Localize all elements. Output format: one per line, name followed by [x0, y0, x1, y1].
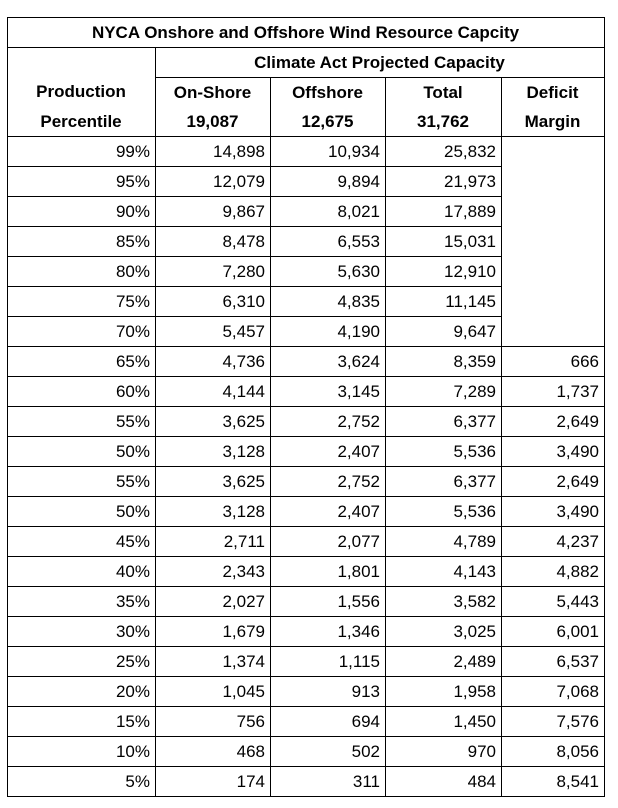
total-cell: 9,647 — [386, 317, 502, 347]
onshore-cell: 9,867 — [156, 197, 271, 227]
table-row — [8, 377, 605, 407]
offshore-cell: 502 — [271, 737, 386, 767]
offshore-cell: 8,021 — [271, 197, 386, 227]
percentile-cell: 35% — [8, 587, 156, 617]
onshore-cell: 3,128 — [156, 497, 271, 527]
total-cell: 11,145 — [386, 287, 502, 317]
onshore-cell: 468 — [156, 737, 271, 767]
total-cell: 6,377 — [386, 407, 502, 437]
table-row — [8, 707, 605, 737]
title-row — [8, 18, 605, 48]
offshore-cell: 694 — [271, 707, 386, 737]
onshore-cell: 4,144 — [156, 377, 271, 407]
percentile-cell: 99% — [8, 137, 156, 167]
table-row — [8, 557, 605, 587]
offshore-cell: 311 — [271, 767, 386, 797]
header-row-1 — [8, 78, 605, 108]
table-row — [8, 467, 605, 497]
percentile-cell: 45% — [8, 527, 156, 557]
percentile-cell: 10% — [8, 737, 156, 767]
onshore-cell: 5,457 — [156, 317, 271, 347]
total-cell: 2,489 — [386, 647, 502, 677]
percentile-cell: 40% — [8, 557, 156, 587]
deficit-cell: 7,068 — [502, 677, 605, 707]
table-row — [8, 347, 605, 377]
deficit-cell: 666 — [502, 347, 605, 377]
total-header: Total — [386, 78, 502, 108]
table-row — [8, 647, 605, 677]
onshore-cell: 4,736 — [156, 347, 271, 377]
table-row — [8, 617, 605, 647]
deficit-cell: 5,443 — [502, 587, 605, 617]
offshore-cell: 4,190 — [271, 317, 386, 347]
total-cell: 17,889 — [386, 197, 502, 227]
offshore-cell: 2,407 — [271, 437, 386, 467]
deficit-header: Deficit — [502, 78, 605, 108]
total-cell: 5,536 — [386, 437, 502, 467]
offshore-capacity: 12,675 — [271, 107, 386, 137]
onshore-cell: 3,625 — [156, 407, 271, 437]
table-row — [8, 737, 605, 767]
offshore-cell: 3,145 — [271, 377, 386, 407]
offshore-cell: 913 — [271, 677, 386, 707]
percentile-header-spacer — [8, 48, 156, 78]
deficit-cell: 8,541 — [502, 767, 605, 797]
total-cell: 6,377 — [386, 467, 502, 497]
deficit-cell: 2,649 — [502, 467, 605, 497]
percentile-header: Production — [8, 78, 156, 108]
offshore-cell: 10,934 — [271, 137, 386, 167]
total-cell: 1,450 — [386, 707, 502, 737]
percentile-header-2: Percentile — [8, 107, 156, 137]
total-cell: 21,973 — [386, 167, 502, 197]
deficit-header-2: Margin — [502, 107, 605, 137]
total-cell: 3,582 — [386, 587, 502, 617]
table-row — [8, 587, 605, 617]
percentile-cell: 55% — [8, 407, 156, 437]
offshore-cell: 2,407 — [271, 497, 386, 527]
offshore-cell: 1,556 — [271, 587, 386, 617]
offshore-cell: 2,077 — [271, 527, 386, 557]
table-row — [8, 407, 605, 437]
onshore-cell: 1,045 — [156, 677, 271, 707]
offshore-cell: 2,752 — [271, 467, 386, 497]
offshore-header: Offshore — [271, 78, 386, 108]
offshore-cell: 2,752 — [271, 407, 386, 437]
offshore-cell: 3,624 — [271, 347, 386, 377]
percentile-cell: 50% — [8, 437, 156, 467]
percentile-cell: 85% — [8, 227, 156, 257]
deficit-cell: 4,237 — [502, 527, 605, 557]
total-cell: 5,536 — [386, 497, 502, 527]
onshore-cell: 2,711 — [156, 527, 271, 557]
percentile-cell: 5% — [8, 767, 156, 797]
header-row-2 — [8, 107, 605, 137]
total-cell: 484 — [386, 767, 502, 797]
total-cell: 4,789 — [386, 527, 502, 557]
table-row — [8, 137, 605, 167]
deficit-cell: 2,649 — [502, 407, 605, 437]
percentile-cell: 70% — [8, 317, 156, 347]
offshore-cell: 4,835 — [271, 287, 386, 317]
percentile-cell: 75% — [8, 287, 156, 317]
percentile-cell: 95% — [8, 167, 156, 197]
deficit-cell: 6,001 — [502, 617, 605, 647]
deficit-cell: 3,490 — [502, 437, 605, 467]
deficit-cell: 1,737 — [502, 377, 605, 407]
percentile-cell: 20% — [8, 677, 156, 707]
onshore-cell: 3,625 — [156, 467, 271, 497]
offshore-cell: 6,553 — [271, 227, 386, 257]
total-cell: 4,143 — [386, 557, 502, 587]
percentile-cell: 65% — [8, 347, 156, 377]
deficit-cell: 4,882 — [502, 557, 605, 587]
deficit-cell: 6,537 — [502, 647, 605, 677]
table-row — [8, 497, 605, 527]
offshore-cell: 5,630 — [271, 257, 386, 287]
offshore-cell: 9,894 — [271, 167, 386, 197]
wind-capacity-table — [7, 17, 605, 797]
percentile-cell: 80% — [8, 257, 156, 287]
total-cell: 15,031 — [386, 227, 502, 257]
percentile-cell: 90% — [8, 197, 156, 227]
deficit-cell: 7,576 — [502, 707, 605, 737]
onshore-cell: 3,128 — [156, 437, 271, 467]
total-cell: 12,910 — [386, 257, 502, 287]
onshore-cell: 174 — [156, 767, 271, 797]
table-row — [8, 677, 605, 707]
percentile-cell: 50% — [8, 497, 156, 527]
percentile-cell: 60% — [8, 377, 156, 407]
subtitle-row — [8, 48, 605, 78]
table-row — [8, 437, 605, 467]
onshore-cell: 7,280 — [156, 257, 271, 287]
deficit-empty-cell — [502, 137, 605, 347]
offshore-cell: 1,346 — [271, 617, 386, 647]
percentile-cell: 55% — [8, 467, 156, 497]
table-title: NYCA Onshore and Offshore Wind Resource Capcity — [8, 18, 605, 48]
total-cell: 25,832 — [386, 137, 502, 167]
deficit-cell: 3,490 — [502, 497, 605, 527]
total-cell: 970 — [386, 737, 502, 767]
offshore-cell: 1,115 — [271, 647, 386, 677]
onshore-cell: 2,027 — [156, 587, 271, 617]
onshore-cell: 8,478 — [156, 227, 271, 257]
total-cell: 3,025 — [386, 617, 502, 647]
percentile-cell: 30% — [8, 617, 156, 647]
onshore-cell: 1,374 — [156, 647, 271, 677]
table-subtitle: Climate Act Projected Capacity — [156, 48, 605, 78]
deficit-cell: 8,056 — [502, 737, 605, 767]
onshore-header: On-Shore — [156, 78, 271, 108]
total-cell: 8,359 — [386, 347, 502, 377]
onshore-capacity: 19,087 — [156, 107, 271, 137]
onshore-cell: 1,679 — [156, 617, 271, 647]
percentile-cell: 15% — [8, 707, 156, 737]
percentile-cell: 25% — [8, 647, 156, 677]
table-row — [8, 527, 605, 557]
offshore-cell: 1,801 — [271, 557, 386, 587]
onshore-cell: 14,898 — [156, 137, 271, 167]
onshore-cell: 756 — [156, 707, 271, 737]
onshore-cell: 6,310 — [156, 287, 271, 317]
total-cell: 7,289 — [386, 377, 502, 407]
onshore-cell: 12,079 — [156, 167, 271, 197]
onshore-cell: 2,343 — [156, 557, 271, 587]
total-capacity: 31,762 — [386, 107, 502, 137]
total-cell: 1,958 — [386, 677, 502, 707]
table-row — [8, 767, 605, 797]
